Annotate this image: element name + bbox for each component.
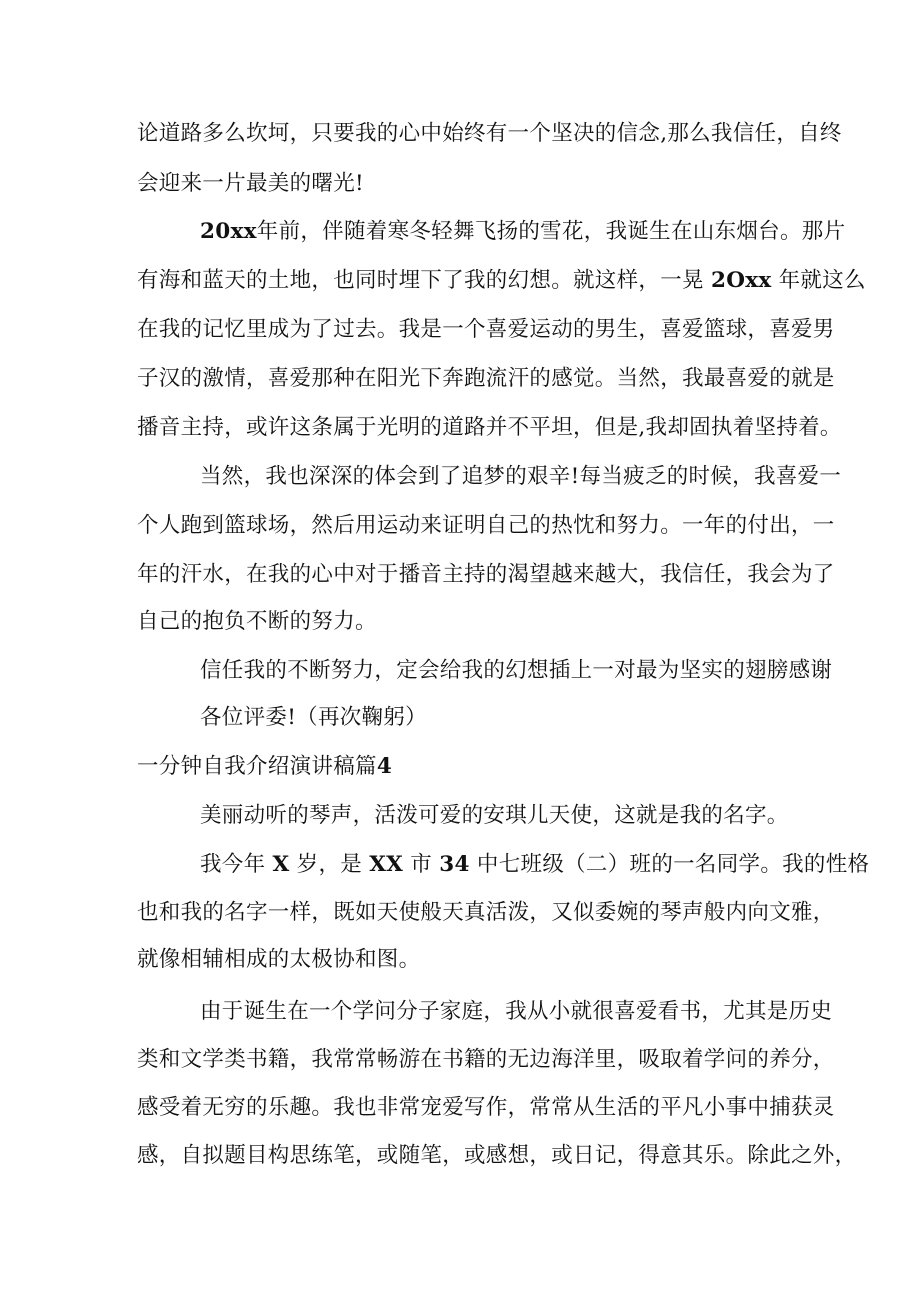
para2-line-2-text-b: 年就这么 [771,268,866,293]
para6-line-2: 也和我的名字一样，既如天使般天真活泼，又似委婉的琴声般内向文雅， [137,900,835,925]
para6-text-1: 我今年 [200,852,273,877]
year-text: 20xx [200,219,257,244]
section-heading [137,755,392,779]
para1-line-2: 会迎来一片最美的曙光! [137,171,364,196]
para7-line-3: 感受着无穷的乐趣。我也非常宠爱写作，常常从生活的平凡小事中捕获灵 [137,1095,835,1120]
para6-line-1 [200,853,869,877]
school-number-text: 34 [439,852,470,877]
para1-line-1: 论道路多么坎坷，只要我的心中始终有一个坚决的信念,那么我信任，自终 [137,121,842,146]
para2-line-5: 播音主持，或许这条属于光明的道路并不平坦，但是,我却固执着坚持着。 [137,415,842,440]
para2-line-3: 在我的记忆里成为了过去。我是一个喜爱运动的男生，喜爱篮球，喜爱男 [137,317,835,342]
para6-text-3: 市 [403,852,440,877]
para7-line-2: 类和文学类书籍，我常常畅游在书籍的无边海洋里，吸取着学问的养分， [137,1047,835,1072]
para3-line-4: 自己的抱负不断的努力。 [137,609,377,634]
section-heading-number: 4 [376,754,393,779]
para3-line-3: 年的汗水，在我的心中对于播音主持的渴望越来越大，我信任，我会为了 [137,562,835,587]
para2-line-2-text-a: 有海和蓝天的土地，也同时埋下了我的幻想。就这样，一晃 [137,268,711,293]
para2-line-2 [137,269,866,293]
para5-line-1: 美丽动听的琴声，活泼可爱的安琪儿天使，这就是我的名字。 [200,803,789,828]
para2-line-1 [200,220,845,244]
age-text: X [272,852,290,877]
para2-line-4: 子汉的激情，喜爱那种在阳光下奔跑流汗的感觉。当然，我最喜爱的就是 [137,366,835,391]
para3-line-2: 个人跑到篮球场，然后用运动来证明自己的热忱和努力。一年的付出，一 [137,513,835,538]
para7-line-4: 感，自拟题目构思练笔，或随笔，或感想，或日记，得意其乐。除此之外， [137,1143,857,1168]
para7-line-1: 由于诞生在一个学问分子家庭，我从小就很喜爱看书，尤其是历史 [200,999,833,1024]
para4-line-2: 各位评委!（再次鞠躬） [200,705,427,730]
para3-line-1: 当然，我也深深的体会到了追梦的艰辛!每当疲乏的时候，我喜爱一 [200,464,842,489]
para6-line-3: 就像相辅相成的太极协和图。 [137,947,421,972]
section-heading-text: 一分钟自我介绍演讲稿篇 [137,754,377,779]
para4-line-1: 信任我的不断努力，定会给我的幻想插上一对最为坚实的翅膀感谢 [200,658,833,683]
year-text-2: 2Oxx [710,268,772,293]
para6-text-4: 中七班级（二）班的一名同学。我的性格 [469,852,870,877]
city-text: XX [369,852,404,877]
para2-line-1-text: 年前，伴随着寒冬轻舞飞扬的雪花，我诞生在山东烟台。那片 [256,219,846,244]
para6-text-2: 岁，是 [289,852,370,877]
